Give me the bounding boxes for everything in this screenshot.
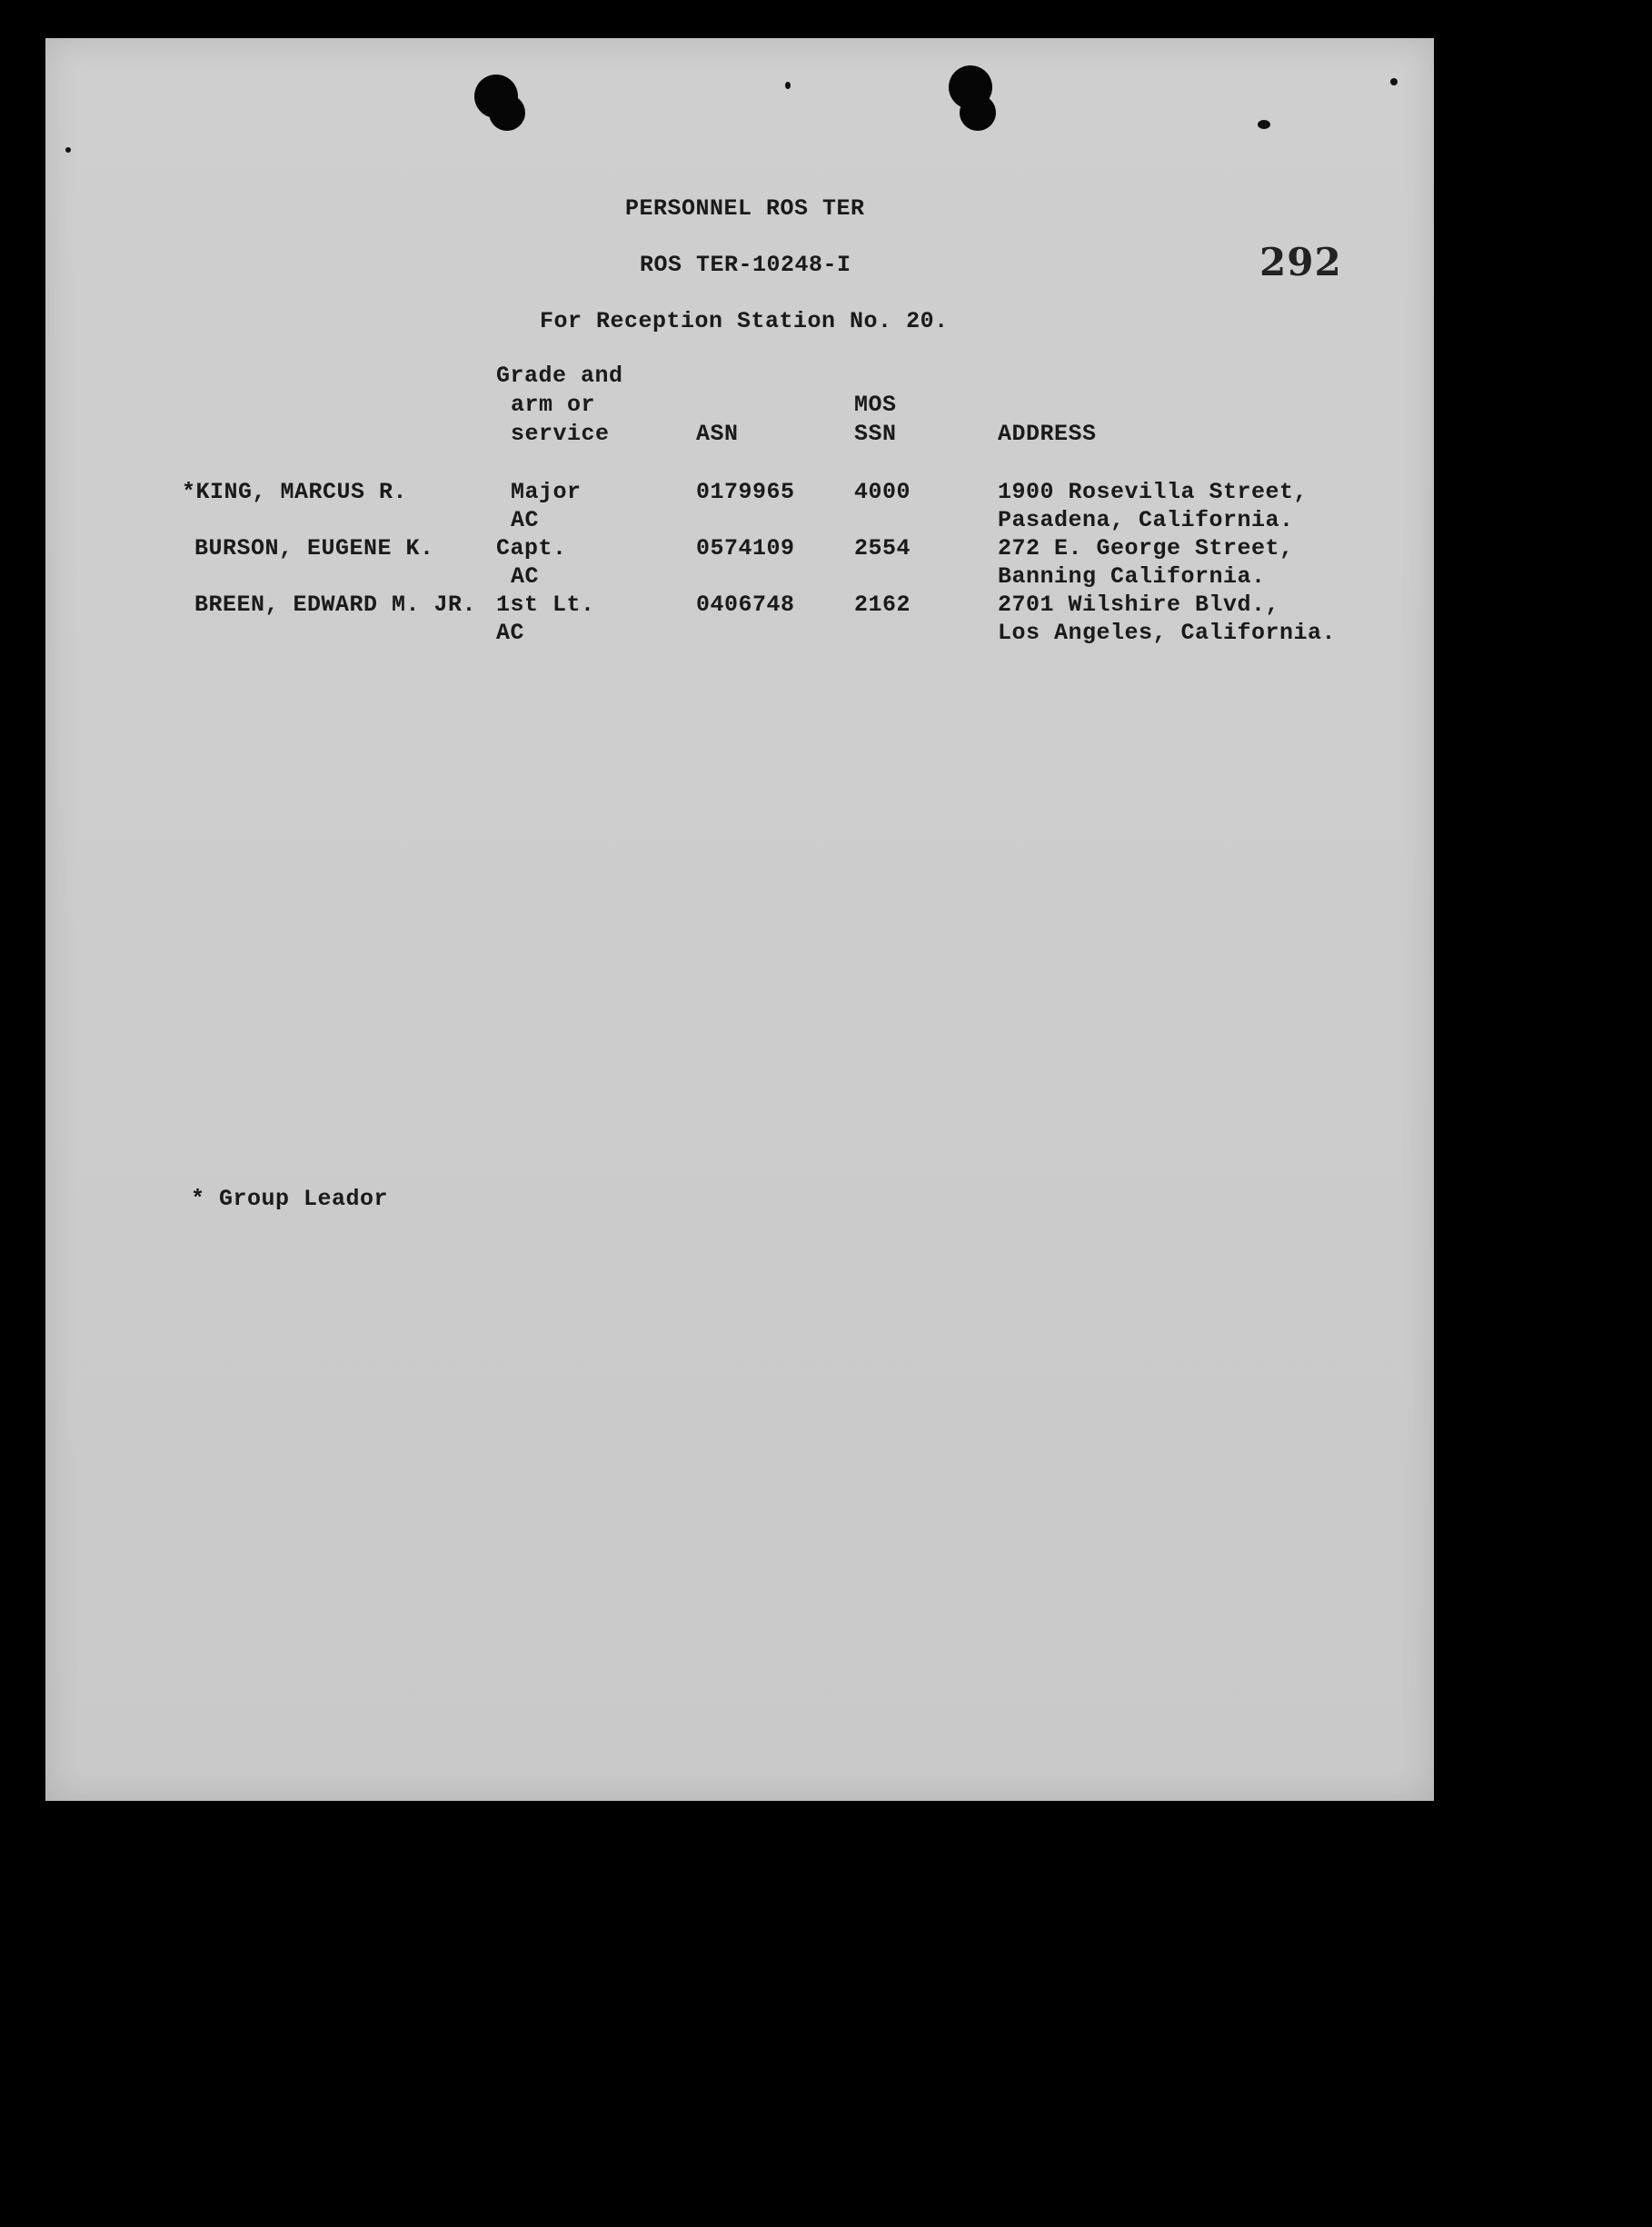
roster-id: ROS TER-10248-I — [640, 252, 851, 278]
row-grade: 1st Lt. — [496, 592, 595, 618]
column-header-asn: ASN — [696, 421, 739, 447]
row-grade: Major — [511, 479, 582, 505]
row-mos: 2162 — [854, 592, 911, 618]
speck — [65, 147, 71, 153]
document-title: PERSONNEL ROS TER — [625, 195, 865, 222]
column-header-address: ADDRESS — [998, 421, 1097, 447]
column-header-grade-line2: arm or — [511, 392, 596, 418]
row-name: BURSON, EUGENE K. — [194, 535, 434, 562]
speck — [1390, 78, 1398, 85]
document-subtitle: For Reception Station No. 20. — [540, 308, 949, 334]
row-address-line2: Los Angeles, California. — [998, 620, 1337, 646]
column-header-mos: MOS — [854, 392, 897, 418]
row-grade: Capt. — [496, 535, 567, 562]
row-name: *KING, MARCUS R. — [182, 479, 408, 505]
row-arm: AC — [511, 507, 540, 533]
speck — [785, 82, 791, 89]
row-address-line1: 1900 Rosevilla Street, — [998, 479, 1309, 505]
row-address-line1: 2701 Wilshire Blvd., — [998, 592, 1280, 618]
column-header-grade-line3: service — [511, 421, 610, 447]
row-address-line1: 272 E. George Street, — [998, 535, 1294, 562]
column-header-ssn: SSN — [854, 421, 897, 447]
document-page — [45, 38, 1434, 1801]
page-number: 292 — [1259, 240, 1342, 284]
row-mos: 2554 — [854, 535, 911, 562]
row-arm: AC — [496, 620, 525, 646]
footnote: * Group Leador — [191, 1186, 389, 1212]
speck — [1258, 120, 1270, 129]
row-name: BREEN, EDWARD M. JR. — [194, 592, 477, 618]
punch-hole-left-lower — [489, 94, 525, 131]
row-mos: 4000 — [854, 479, 911, 505]
row-asn: 0406748 — [696, 592, 795, 618]
row-asn: 0574109 — [696, 535, 795, 562]
punch-hole-right-lower — [960, 94, 996, 131]
row-asn: 0179965 — [696, 479, 795, 505]
row-address-line2: Banning California. — [998, 563, 1266, 590]
column-header-grade-line1: Grade and — [496, 363, 623, 389]
row-arm: AC — [511, 563, 540, 590]
row-address-line2: Pasadena, California. — [998, 507, 1294, 533]
